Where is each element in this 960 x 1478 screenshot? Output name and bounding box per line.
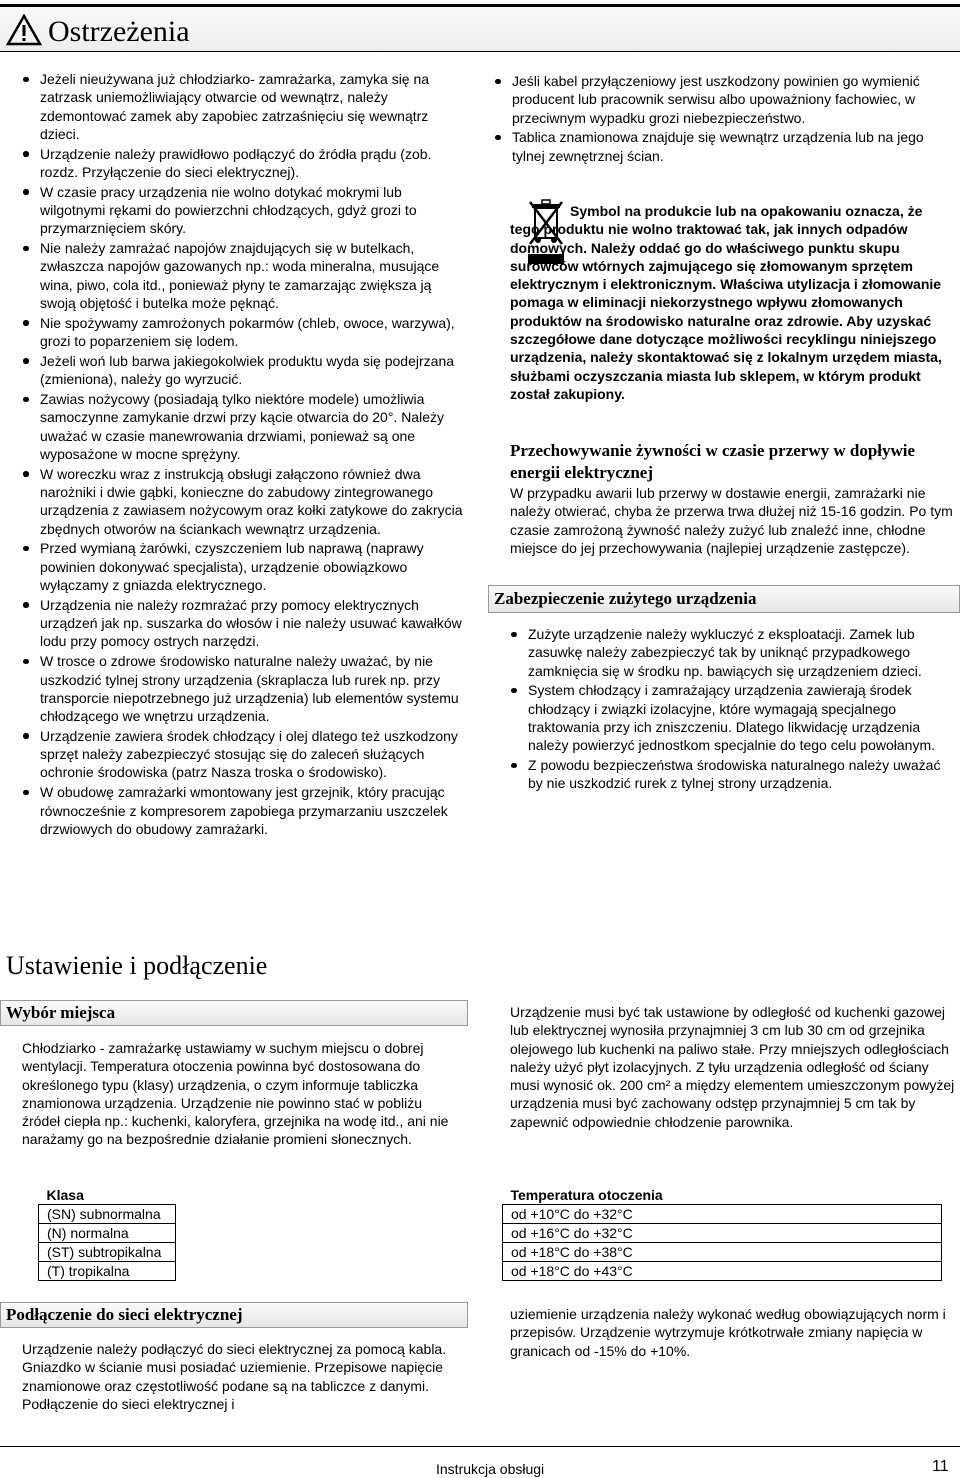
food-storage-text: W przypadku awarii lub przerwy w dostawie energii, zamrażarki nie należy otwierać, chyba że przerwa trwa dłużej niż 15-16 godzin. Po tym czasie zamrożoną żywność należy zużyć lub znaleźć inne, chłodne miejsce do jej przechowywania (najlepiej urządzenie zastępcze).: [510, 485, 953, 556]
table-gap: [176, 1205, 503, 1224]
list-item: W woreczku wraz z instrukcją obsługi załączono również dwa narożniki i dwie gąbki, konieczne do zabudowy zintegrowanego urządzenia z zawiasem nożycowym oraz kołki zatykowe do zakrycia zbędnych otworów na ściankach wewnątrz urządzenia.: [18, 465, 468, 538]
page-number: 11: [932, 1458, 949, 1475]
list-item: Jeżeli woń lub barwa jakiegokolwiek produktu wyda się podejrzana (zmieniona), należy go wyrzucić.: [18, 352, 468, 389]
list-item: Jeżeli nieużywana już chłodziarko- zamrażarka, zamyka się na zatrzask uniemożliwiający otwarcie od wewnątrz, należy zdemontować zamek aby zapobiec zatrzaśnięciu się wewnątrz dzieci.: [18, 70, 468, 143]
location-title: Wybór miejsca: [6, 1003, 116, 1022]
table-header-class: Klasa: [46, 1187, 84, 1203]
temperature-cell: od +10°C do +32°C: [503, 1205, 942, 1224]
footer-rule: [0, 1446, 960, 1447]
list-item: W trosce o zdrowe środowisko naturalne należy uważać, by nie uszkodzić tylnej strony urządzenia (skraplacza lub rurek np. przy transporcie niepotrzebnego już urządzenia) lub elementów systemu chłodzącego we wnętrzu urządzenia.: [18, 652, 468, 725]
climate-class-table: [38, 1186, 942, 1281]
footer-label: Instrukcja obsługi: [436, 1461, 545, 1477]
temperature-cell: od +18°C do +38°C: [503, 1243, 942, 1262]
page-title: Ostrzeżenia: [48, 15, 190, 48]
list-item: Zużyte urządzenie należy wykluczyć z eksploatacji. Zamek lub zasuwkę należy zabezpieczyć tak by uniknąć przypadkowego zamknięcia się w środku np. bawiących się urządzeniem dzieci.: [506, 625, 946, 680]
disposal-title: Zabezpieczenie zużytego urządzenia: [494, 589, 757, 608]
weee-text: Symbol na produkcie lub na opakowaniu oznacza, że tego produktu nie wolno traktować tak, jak innych odpadów domowych. Należy oddać go do właściwego punktu skupu surowców wtórnych zajmującego się złomowanym sprzętem elektrycznym i elektronicznym. Właściwa utylizacja i złomowanie pomaga w eliminacji niekorzystnego wpływu złomowanych produktów na środowisko naturalne oraz zdrowie. Aby uzyskać szczegółowe dane dotyczące możliwości recyklingu niniejszego urządzenia, należy skontaktować się z lokalnym urzędem miasta, służbami oczyszczania miasta lub sklepem, w którym produkt został zakupiony.: [510, 203, 942, 402]
table-gap: [176, 1243, 503, 1262]
electric-title: Podłączenie do sieci elektrycznej: [6, 1305, 243, 1324]
class-cell: (ST) subtropikalna: [39, 1243, 176, 1262]
class-cell: (N) normalna: [39, 1224, 176, 1243]
list-item: Urządzenie należy prawidłowo podłączyć do źródła prądu (zob. rozdz. Przyłączenie do sieci elektrycznej).: [18, 145, 468, 182]
setup-title: Ustawienie i podłączenie: [6, 951, 268, 980]
list-item: Urządzenie zawiera środek chłodzący i olej dlatego też uszkodzony sprzęt należy zabezpieczyć stosując się do zaleceń służących ochronie środowiska (patrz Nasza troska o środowisko).: [18, 727, 468, 782]
table-gap: [176, 1262, 503, 1281]
table-row: [39, 1262, 942, 1281]
warnings-list-right: [490, 72, 940, 166]
list-item: Tablica znamionowa znajduje się wewnątrz urządzenia lub na jego tylnej zewnętrznej ścian.: [490, 128, 940, 165]
warnings-list-left: [18, 70, 468, 840]
list-item: System chłodzący i zamrażający urządzenia zawierają środek chłodzący i związki izolacyjne, które wymagają specjalnego traktowania przy ich zniszczeniu. Dlatego likwidację urządzenia należy powierzyć jednostkom specjalnie do tego celu powołanym.: [506, 681, 946, 754]
class-cell: (T) tropikalna: [39, 1262, 176, 1281]
class-cell: (SN) subnormalna: [39, 1205, 176, 1224]
electric-text-left: Urządzenie należy podłączyć do sieci elektrycznej za pomocą kabla. Gniazdko w ścianie musi posiadać uziemienie. Przepisowe napięcie znamionowe oraz częstotliwość podane są na tabliczce z danymi. Podłączenie do sieci elektrycznej i: [22, 1341, 447, 1412]
location-text-right: Urządzenie musi być tak ustawione by odległość od kuchenki gazowej lub elektrycznej wynosiła przynajmniej 3 cm lub 30 cm od grzejnika olejowego lub kuchenki na paliwo stałe. Przy mniejszych odległościach należy użyć płyt izolacyjnych. Z tyłu urządzenia odległość od ściany musi wynosić ok. 200 cm² a między elementem umieszczonym powyżej urządzenia musi być zachowany odstęp przynajmniej 5 cm tak by zapewnić odpowiednie chłodzenie parownika.: [510, 1004, 955, 1130]
list-item: W obudowę zamrażarki wmontowany jest grzejnik, który pracując równocześnie z kompresorem zapobiega przymarzaniu uszczelek drzwiowych do obudowy zamrażarki.: [18, 783, 468, 838]
list-item: Nie należy zamrażać napojów znajdujących się w butelkach, zwłaszcza napojów gazowanych np.: woda mineralna, musujące wina, piwo, cola itd., ponieważ płyny te zamarzając zwiększa ją swoją objętość i butelka może pęknąć.: [18, 239, 468, 312]
temperature-cell: od +18°C do +43°C: [503, 1262, 942, 1281]
temperature-cell: od +16°C do +32°C: [503, 1224, 942, 1243]
list-item: Przed wymianą żarówki, czyszczeniem lub naprawą (naprawy powinien dokonywać specjalista), urządzenie obowiązkowo wyłączamy z gniazda elektrycznego.: [18, 539, 468, 594]
table-row: [39, 1224, 942, 1243]
list-item: Nie spożywamy zamrożonych pokarmów (chleb, owoce, warzywa), grozi to poparzeniem się lodem.: [18, 314, 468, 351]
table-gap: [176, 1224, 503, 1243]
table-row: [39, 1243, 942, 1262]
disposal-list: [506, 625, 946, 794]
warning-icon: [6, 14, 42, 46]
table-header-temp: Temperatura otoczenia: [510, 1187, 663, 1203]
table-row: [39, 1205, 942, 1224]
list-item: Jeśli kabel przyłączeniowy jest uszkodzony powinien go wymienić producent lub pracownik serwisu albo upoważniony fachowiec, w przeciwnym wypadku grozi niebezpieczeństwo.: [490, 72, 940, 127]
list-item: Z powodu bezpieczeństwa środowiska naturalnego należy uważać by nie uszkodzić rurek z tylnej strony urządzenia.: [506, 756, 946, 793]
electric-text-right: uziemienie urządzenia należy wykonać według obowiązujących norm i przepisów. Urządzenie wytrzymuje krótkotrwałe zmiany napięcia w granicach od -15% do +10%.: [510, 1306, 946, 1359]
list-item: Urządzenia nie należy rozmrażać przy pomocy elektrycznych urządzeń jak np. suszarka do włosów i nie należy usuwać kawałków lodu przy pomocy ostrych narzędzi.: [18, 596, 468, 651]
list-item: W czasie pracy urządzenia nie wolno dotykać mokrymi lub wilgotnymi rękami do powierzchni chłodzących, gdyż grozi to przymarznięciem skóry.: [18, 183, 468, 238]
list-item: Zawias nożycowy (posiadają tylko niektóre modele) umożliwia samoczynne zamykanie drzwi przy kącie otwarcia do 20°. Należy uważać w czasie manewrowania drzwiami, ponieważ są one wyposażone w mocne sprężyny.: [18, 390, 468, 463]
table-header-row: [39, 1186, 942, 1205]
location-text-left: Chłodziarko - zamrażarkę ustawiamy w suchym miejscu o dobrej wentylacji. Temperatura otoczenia powinna być dostosowana do określonego typu (klasy) urządzenia, o czym informuje tabliczka znamionowa urządzenia. Urządzenie nie powinno stać w pobliżu źródeł ciepła np.: kuchenki, kaloryfera, grzejnika na wodę itd., ani nie narażamy go na bezpośrednie działanie promieni słonecznych.: [22, 1040, 449, 1148]
food-storage-title: Przechowywanie żywności w czasie przerwy w dopływie energii elektrycznej: [510, 441, 916, 482]
